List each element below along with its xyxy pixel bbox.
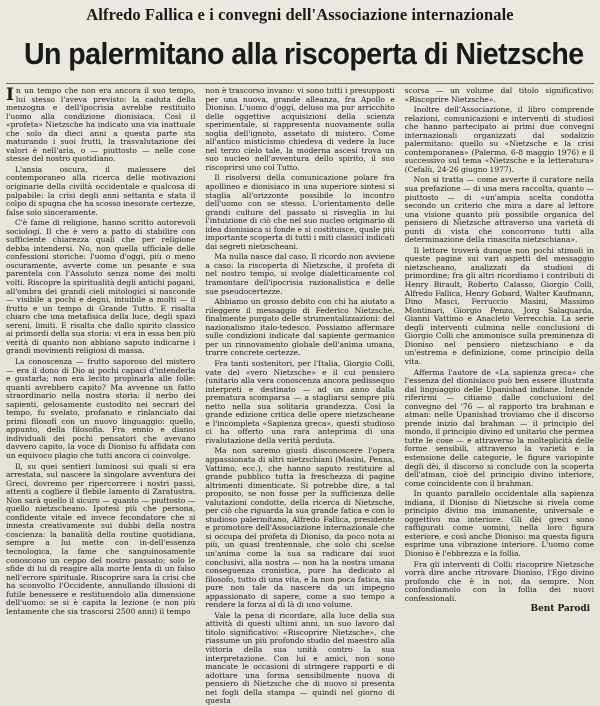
article-paragraph: Fra tanti sostenitori, per l'Italia, Giorgio Colli, vate del «vero Nietzsche» e il cui pensiero (unitario alla vera conoscenza ancora pedissequo interpreti e destinato — ad un anno dalla prematura scomparsa — a stagliarsi sempre più netto nella sua solitaria grandezza. Così la grande edizione critica delle opere nietzscheane e l'incompleta «Sapienza greca», questi studioso ci ha offerto una rara anteprima di una rivalutazione della verità perduta. — [205, 358, 395, 445]
article-paragraph: Abbiamo un grosso debito con chi ha aiutato a rileggere il messaggio di Federico Nietzsche, finalmente purgato delle strumentalizzazioni: del nazionalismo italo-tedesco. Possiamo affermare sulle condizioni indicate dal sapiente germanico per un rinnovamento globale dell'anima umana, trarre concrete certezze. — [205, 297, 395, 358]
article-body — [6, 85, 594, 706]
article-paragraph: In un tempo che non era ancora il suo tempo, lui stesso l'aveva previsto: la caduta della menzogna e dell'ipocrisia avrebbe restituito l'uomo alla condizione dionisiaca. Così il «profeta» Nietzsche ha indicato una via inattuale che solo da dieci anni a questa parte sta maturando i suoi frutti, la trasvalutazione dei valori è nell'aria, o — piuttosto — nelle cose stesse del nostro quotidiano. — [6, 85, 196, 164]
article-paragraph: non è trascorso invano: vi sono tutti i presupposti per una nuova, grande alleanza, fra Apollo e Dioniso. L'uomo d'oggi, deluso ma pur arricchito delle oggettive acquisizioni della scienza sperimentale, si rappresenta nuovamente sulla soglia dell'ignoto, assetato di mistero. Come all'antico misticismo chiedeva di vedere la luce nel terzo cielo tale, la moderna ascesi trova un suo nucleo nell'avventura dello spirito, il suo riscoprirsi uno col Tutto. — [205, 86, 395, 172]
article-paragraph: Il risolversi della comunicazione polare fra apollineo e dionisiaco in una superiore sintesi si staglia all'orizzonte possibile lo incontro dell'uomo con se stesso. L'orientamento delle grandi culture del passato si risveglia in lui l'intuizione di ciò che nel suo nucleo originario di idea dionisiaca si fonde e si costituisce, quale più importante scoperta di tutti i miti classici indicati dai segreti nietzscheani. — [205, 173, 395, 251]
article-paragraph: L'ansia oscura, il malessere del contemporaneo alla ricerca delle motivazioni originarie della civiltà occidentale e qualcosa di palpabile: la crisi degli anni settanta e stata il colpo di spugna che ha scosso inesorate certezze, false solo sinceramente. — [6, 164, 196, 217]
article-paragraph: Vale la pena di ricordare, alla luce della sua attività di questi ultimi anni, un suo lavoro dal titolo significativo: «Riscoprire Nietzsche», che riassume un più profondo studio del maestro alla vittoria della sua unità contro la sua interpretazione. Con lui e amici, non sono mancate le occasioni di stringere rapporti e di adottare una forma sensibilmente nuova di pensiero di Nietzsche che di nuovo si presenta nei fogli della stampa — quindi nel giorno di questa — [205, 610, 395, 706]
article-paragraph: La conoscenza — frutto saporoso del mistero — era il dono di Dio ai pochi capaci d'intenderla e gustarla; non era lecito propinarla alle folle: quanti avrebbero capito? Ma avvenne un fatto straordinario nella nostra storia: il nerbo dei sapienti, gelosamente custodito nei secrari del tempo, fu svelato, profanato e rinlanciato dai primi filosofi con un nuovo linguaggio: quello, appunto, della filosofia. Fra ennio e dianoi individuali dei pochi pensatori che avevano davvero capito, la voce di Dioniso fu affidata con un equivoco plagio che tutti ancora ci coinvolge. — [6, 356, 196, 460]
article-paragraph: Inoltre dell'Associazione, il libro comprende relazioni, comunicazioni e interventi di studiosi che hanno partecipato ai primi due convegni internazionali organizzati dal sodalizio palermitano: quello su «Nietzsche e la crisi contemporanea» (Palermo, 6-8 maggio 1976) e il successivo sul tema «Nietzsche e la letteratura» (Cefalù, 24-26 giugno 1977). — [404, 105, 594, 174]
drop-cap: I — [6, 85, 14, 105]
article-headline: Un palermitano alla riscoperta di Nietzsche — [24, 36, 584, 71]
article-paragraph: Non si tratta — come avverte il curatore nella sua prefazione — di una mera raccolta, quanto — piuttosto — di «un'ampia scelta condotta secondo un criterio che mira a dare al lettore una visione quanto più possibile organica del pensiero di Nietzsche attraverso una varietà di punti di vista che concorrono tutti alla determinazione della rinascita nietzschiana». — [404, 175, 594, 245]
article-column-1 — [6, 85, 196, 616]
article-column-2 — [205, 86, 395, 706]
headline-divider — [6, 83, 594, 84]
article-paragraph: C'è fame di religione, hanno scritto autorevoli sociologi. Il che è vero a patto di stabilire con sufficiente chiarezza quali che per religione debba intendersi. No, non quella ufficiale delle confessioni storiche: l'uomo d'oggi, più o meno oscuramente, avverte come un pesante e sua parentela con l'Assoluto senza nome dei molti volti. Riscopre la spiritualità degli antichi pagani, all'ombra dei grandi cieli mitologici si nasconde — visibile a pochi e degni, intuibile a molti — il frutto e un tempo di Grande Tutto. E risalta chiaro che una metafisica della luce, degli spazi sereni, limiti. E risalta che dallo spirito classico ai primordi della sua storia: vi era in essa ben più verità di quanto non abbiano saputo indicarne i grandi movimenti religiosi di massa. — [6, 218, 196, 356]
article-paragraph: Il, su quei sentieri luminosi sui quali si era arrestata, sul nascere la singolare avventura dei Greci, dovremo per ripercorrere i nostri passi, attenti a cogliere il flebile lamento di Zaratustra. Non sarà quello il sicuro — quanto — piuttosto — quello nietzscheano. Ipotesi più che persona, confidente vitale ed invece fecondatore che si innesta creativamente sui dubbi della nostra coscienza: la banalità della routine quotidiana, sempre a lui mette con in-dell'essenza tecnologica, la fame che sanguinosamente conoscono un ceppo del nostro passato; solo le sfide di lui di reagire alla morte lenta di un falso nell'errore spirituale. Riscoprire sara la crisi che ha sconvolto l'Occidente, annullando illusioni di futile benessere e restituendolo alla dimensione dell'uomo: se si è capita la lezione (e non più lentamente che sia trascorsi 2500 anni) il tempo — [6, 461, 196, 616]
article-paragraph: Ma non saremo giusti disconoscere l'opera appassionata di altri nietzschiani (Masini, Penna, Vattimo, ecc.), che hanno saputo restituire al grande pubblico tutta la freschezza di pagine altrimenti dimenticate. Si potrebbe dire, a tal proposito, se non fosse per la sufficienza delle valutazioni condotte, della ricerca di Nietzsche, per ciò che riguarda la sua grande fatica e con lo studioso palermitano, Alfredo Fallica, presidente e promotore dell'Associazione internazionale che si occupa del profeta di Dioniso, da poco nota ai più, un quasi trentennale, che solo chi scelse un'anima come la sua sa radicare dai suoi conclusivi, alla nostra — non ha la nostra umana conseguenza cronistica, pure ha dedicato al filosofo, tutto di una vita, e la non poca fatica, sia pure non tale da nascere da un impegno appassionato di sapere, come a suo tempo a rendere la forza al di là di uno volume. — [205, 446, 395, 610]
article-paragraph: Il lettore troverà dunque non pochi stimoli in queste pagine sui vari aspetti del messaggio nietzscheano, analizzati da studiosi di primordine; fra gli altri ricordiamo i contributi di Henry Birault, Roberto Calasso, Giorgio Colli, Alfredo Fallica, Henry Gobard, Walter Kaufmann, Dino Masci, Ferruccio Masini, Massimo Montinari, Giorgio Penzo, Jorg Salaquarda, Gianni Vattimo e Anacleto Verrecchia. La serie degli interventi culmina nelle conclusioni di Giorgio Colli che ammonisce sulla preminenza di Dioniso nel pensiero nietzschiano e da un'estrema e definizione, come principio della vita. — [404, 245, 594, 366]
article-paragraph: In quanto parallelo occidentale alla sapienza indiana, il Dioniso di Nietzsche si rivela come principio divino ma immanente, universale e oggettivo ma interiore. Gli dèi greci sono raffigurati come uomini, nella loro figura esteriore, e così anche Dioniso: ma questa figura esprime una vibrazione interiore. L'uomo come Dioniso è l'ebbrezza e la follia. — [404, 489, 594, 558]
article-paragraph: Fra gli interventi di Colli: riscoprire Nietzsche vorrà dire anche ritrovare Dioniso, l'Ego divino profondo che è in noi, da sempre. Non confondiamolo con la follia dei nuovi confessionali. — [404, 559, 594, 603]
article-paragraph: Ma nulla nasce dal caso. Il ricordo non avviene a caso: la riscoperta di Nietzsche, il profeta di nel nostro tempo, si svolge dialetticamente col tramontare dell'ipocrisia razionalistica e delle sue pseudocertezze. — [205, 252, 395, 296]
article-kicker: Alfredo Fallica e i convegni dell'Associazione internazionale — [86, 5, 514, 24]
article-paragraph: scorsa — un volume dal titolo significativo: «Riscoprire Nietzsche». — [404, 86, 594, 104]
author-signature: Bent Parodi — [530, 604, 590, 615]
article-paragraph: Afferma l'autore de «La sapienza greca» che l'essenza del dionisiaco può ben essere illustrata dal linguaggio delle Upanishad indiane. Intende riferirmi — citiamo dalle conclusioni del convegno del '76 — al rapporto tra brahman e atman: nelle Upanishad troviamo che il discorso prende inizio dal brahman — il principio del mondo, il principio divino ed unitario che permea tutte le cose — e attraverso la molteplicità delle forme sensibili, attraverso la varietà e la estensione delle categorie, le figure variopinte degli dèi, il discorso si conclude con la scoperta dell'atman, cioè del principio divino interiore, come coincidente con il brahman. — [404, 367, 594, 488]
article-column-3 — [404, 86, 594, 615]
